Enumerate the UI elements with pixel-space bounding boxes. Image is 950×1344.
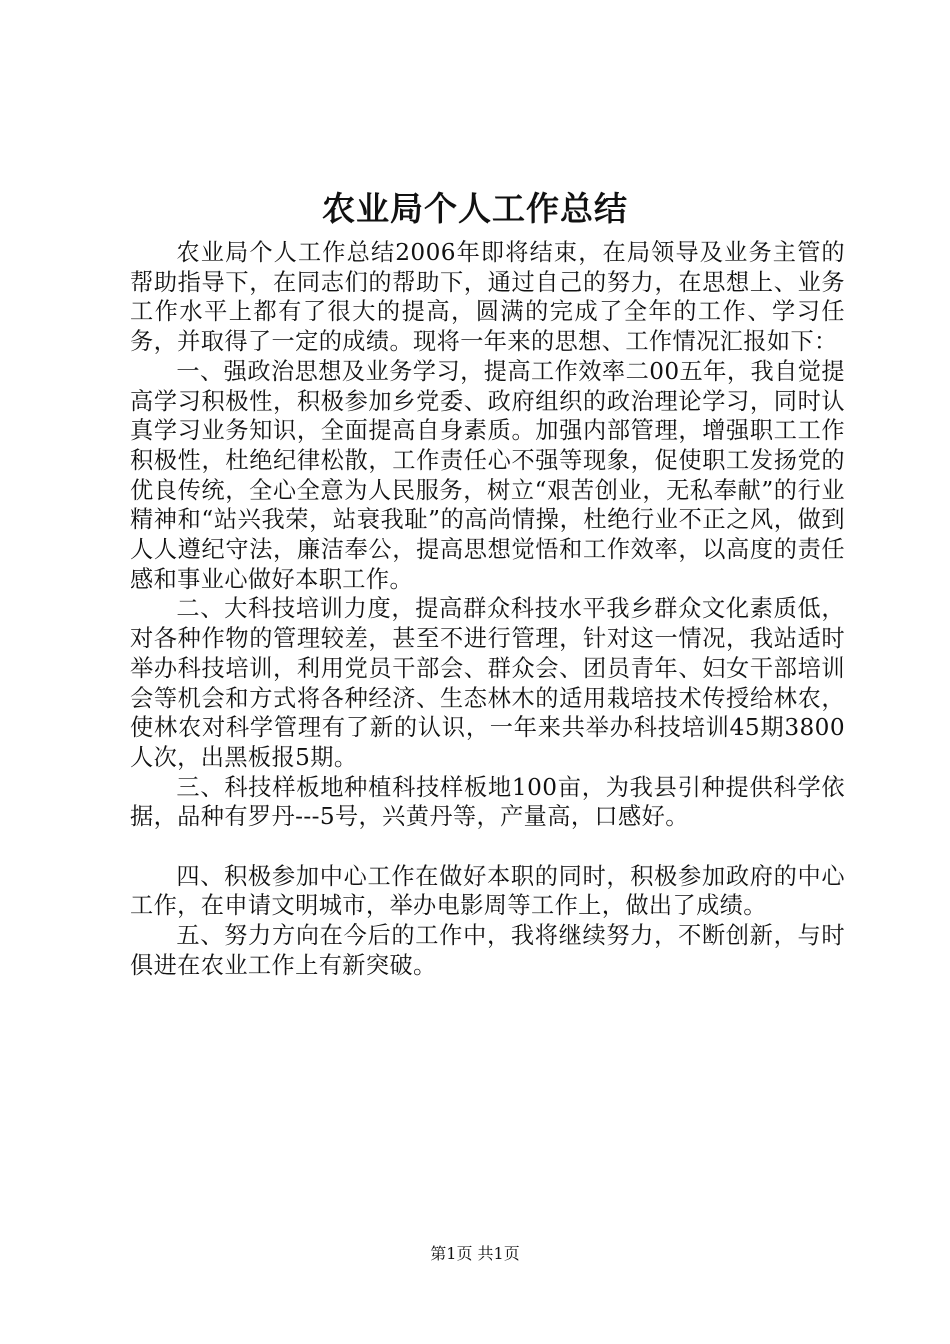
document-title: 农业局个人工作总结 (322, 189, 628, 228)
page-footer: 第1页 共1页 (430, 1244, 520, 1263)
paragraph-section-4: 四、积极参加中心工作在做好本职的同时，积极参加政府的中心工作，在申请文明城市，举办电影周等工作上，做出了成绩。 (130, 862, 845, 920)
paragraph-section-5: 五、努力方向在今后的工作中，我将继续努力，不断创新，与时俱进在农业工作上有新突破。 (130, 922, 845, 979)
paragraph-section-1: 一、强政治思想及业务学习，提高工作效率二00五年，我自觉提高学习积极性，积极参加乡党委、政府组织的政治理论学习，同时认真学习业务知识，全面提高自身素质。加强内部管理，增强职工工作积极性，杜绝纪律松散，工作责任心不强等现象，促使职工发扬党的优良传统，全心全意为人民服务，树立“艰苦创业，无私奉献”的行业精神和“站兴我荣，站衰我耻”的高尚情操，杜绝行业不正之风，做到人人遵纪守法，廉洁奉公，提高思想觉悟和工作效率，以高度的责任感和事业心做好本职工作。 (130, 357, 845, 593)
paragraph-section-3: 三、科技样板地种植科技样板地100亩，为我县引种提供科学依据，品种有罗丹---5号，兴黄丹等，产量高，口感好。 (130, 773, 845, 831)
paragraph-intro: 农业局个人工作总结2006年即将结束，在局领导及业务主管的帮助指导下，在同志们的帮助下，通过自己的努力，在思想上、业务工作水平上都有了很大的提高，圆满的完成了全年的工作、学习任务，并取得了一定的成绩。现将一年来的思想、工作情况汇报如下： (130, 239, 845, 356)
document-body (130, 238, 845, 981)
paragraph-section-2: 二、大科技培训力度，提高群众科技水平我乡群众文化素质低，对各种作物的管理较差，甚至不进行管理，针对这一情况，我站适时举办科技培训，利用党员干部会、群众会、团员青年、妇女干部培训会等机会和方式将各种经济、生态林木的适用栽培技术传授给林农，使林农对科学管理有了新的认识，一年来共举办科技培训45期3800人次，出黑板报5期。 (130, 595, 845, 771)
